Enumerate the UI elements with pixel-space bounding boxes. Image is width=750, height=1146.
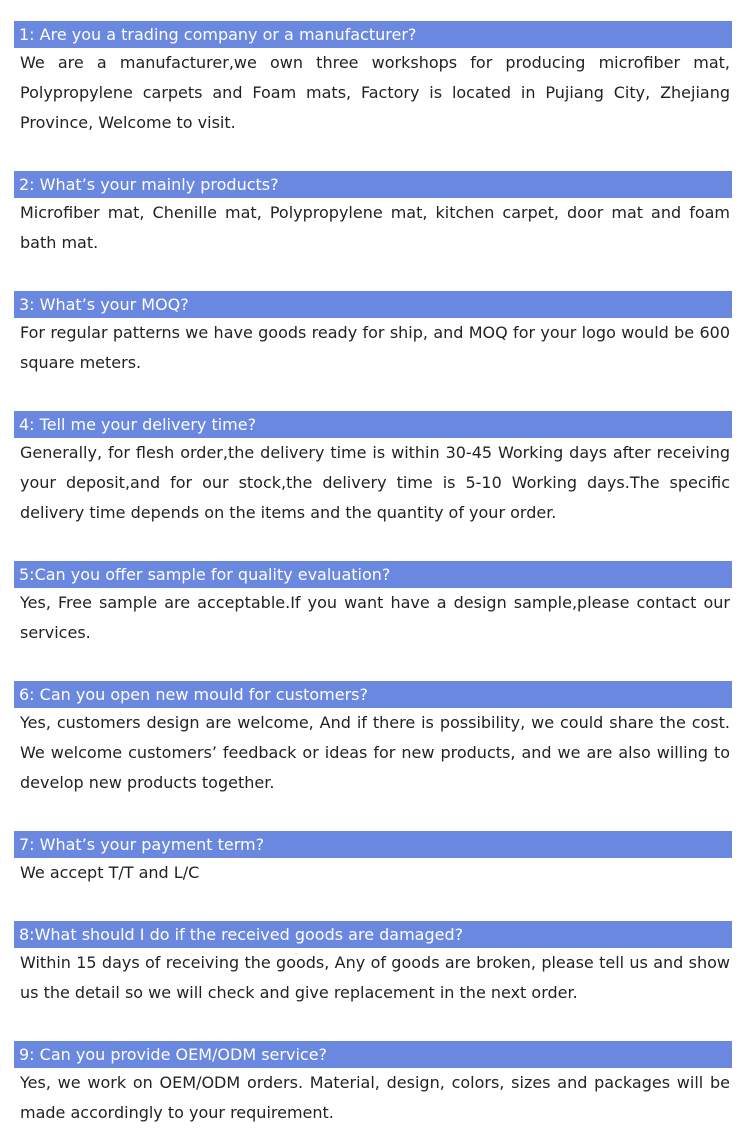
faq-item-1 [14, 21, 732, 138]
faq-item-8 [14, 921, 732, 1008]
faq-question-1: 1: Are you a trading company or a manufacturer? [14, 21, 732, 48]
faq-question-7: 7: What’s your payment term? [14, 831, 732, 858]
faq-item-6 [14, 681, 732, 798]
faq-answer-9: Yes, we work on OEM/ODM orders. Material, design, colors, sizes and packages will be made accordingly to your requirement. [20, 1073, 730, 1122]
faq-answer-5: Yes, Free sample are acceptable.If you want have a design sample,please contact our services. [20, 593, 730, 642]
faq-item-9 [14, 1041, 732, 1128]
faq-question-3: 3: What’s your MOQ? [14, 291, 732, 318]
faq-question-8: 8:What should I do if the received goods are damaged? [14, 921, 732, 948]
faq-question-6: 6: Can you open new mould for customers? [14, 681, 732, 708]
faq-answer-1: We are a manufacturer,we own three workshops for producing microfiber mat, Polypropylene carpets and Foam mats, Factory is located in Pujiang City, Zhejiang Province, Welcome to visit. [20, 53, 730, 132]
faq-answer-3: For regular patterns we have goods ready for ship, and MOQ for your logo would be 600 square meters. [20, 323, 730, 372]
faq-answer-7: We accept T/T and L/C [20, 863, 200, 882]
faq-item-4 [14, 411, 732, 528]
faq-answer-2: Microfiber mat, Chenille mat, Polypropylene mat, kitchen carpet, door mat and foam bath mat. [20, 203, 730, 252]
faq-item-7 [14, 831, 732, 888]
faq-question-4: 4: Tell me your delivery time? [14, 411, 732, 438]
faq-question-2: 2: What’s your mainly products? [14, 171, 732, 198]
faq-answer-8: Within 15 days of receiving the goods, Any of goods are broken, please tell us and show us the detail so we will check and give replacement in the next order. [20, 953, 730, 1002]
faq-item-5 [14, 561, 732, 648]
faq-item-2 [14, 171, 732, 258]
faq-question-9: 9: Can you provide OEM/ODM service? [14, 1041, 732, 1068]
faq-item-3 [14, 291, 732, 378]
faq-answer-4: Generally, for flesh order,the delivery time is within 30-45 Working days after receiving your deposit,and for our stock,the delivery time is 5-10 Working days.The specific delivery time depends on the items and the quantity of your order. [20, 443, 730, 522]
faq-question-5: 5:Can you offer sample for quality evaluation? [14, 561, 732, 588]
faq-answer-6: Yes, customers design are welcome, And if there is possibility, we could share the cost. We welcome customers’ feedback or ideas for new products, and we are also willing to develop new products together. [20, 713, 730, 792]
